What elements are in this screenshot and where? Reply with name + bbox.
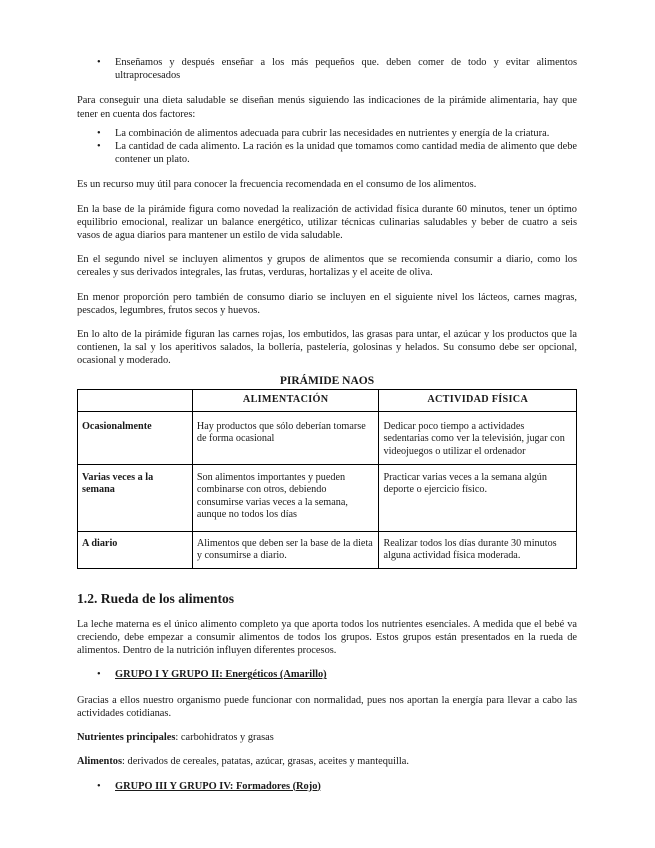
grupo3-title: GRUPO III Y GRUPO IV: Formadores (Rojo) <box>115 780 321 792</box>
cell-actividad: Dedicar poco tiempo a actividades sedentarias como ver la televisión, jugar con videojuegos o utilizar el ordenador <box>379 412 577 465</box>
paragraph-base: En la base de la pirámide figura como novedad la realización de actividad física durante 60 minutos, tener un óptimo equilibrio emocional, realizar un balance energético, utilizar técnicas culinarias saludables y beber de cuatro a seis vasos de agua diarios para mantener un estilo de vida saludable. <box>77 203 577 242</box>
list-item: • Enseñamos y después enseñar a los más pequeños que. deben comer de todo y evitar alimentos ultraprocesados <box>77 56 577 82</box>
list-item: • La combinación de alimentos adecuada para cubrir las necesidades en nutrientes y energía de la criatura. <box>77 127 577 140</box>
nutrientes-label: Nutrientes principales <box>77 732 176 744</box>
grupo1-title: GRUPO I Y GRUPO II: Energéticos (Amarillo) <box>115 669 327 681</box>
table-row <box>78 412 577 465</box>
table-header-actividad: ACTIVIDAD FÍSICA <box>379 389 577 411</box>
cell-alimentacion: Son alimentos importantes y pueden combinarse con otros, debiendo consumirse varias veces a la semana, aunque no todos los días <box>192 465 379 532</box>
nutrientes-line <box>77 731 577 744</box>
intro-bullet-list <box>77 56 577 82</box>
section-heading: 1.2. Rueda de los alimentos <box>77 590 235 606</box>
paragraph-factors: Para conseguir una dieta saludable se diseñan menús siguiendo las indicaciones de la pirámide alimentaria, hay que tener en cuenta dos factores: <box>77 95 577 120</box>
row-label: Ocasionalmente <box>78 412 193 465</box>
alimentos-value: : derivados de cereales, patatas, azúcar, grasas, aceites y mantequilla. <box>122 756 409 768</box>
alimentos-label: Alimentos <box>77 756 123 768</box>
cell-actividad: Practicar varias veces a la semana algún deporte o ejercicio físico. <box>379 465 577 532</box>
nutrientes-value: : carbohidratos y grasas <box>175 732 274 744</box>
paragraph-alto-piramide: En lo alto de la pirámide figuran las carnes rojas, los embutidos, las grasas para untar, el azúcar y los productos que la contienen, la sal y los aperitivos salados, la bollería, pastelería, golosinas y helados. Su consumo debe ser opcional, ocasional y moderado. <box>77 329 577 367</box>
table-header-row <box>78 389 577 411</box>
paragraph-segundo-nivel: En el segundo nivel se incluyen alimentos y grupos de alimentos que se recomienda consumir a diario, como los cereales y sus derivados integrales, las frutas, verduras, hortalizas y el aceite de oliva. <box>77 254 577 279</box>
factor-bullet-list <box>77 127 577 167</box>
paragraph-grupo1: Gracias a ellos nuestro organismo puede funcionar con normalidad, pues nos aportan la energía para llevar a cabo las actividades cotidianas. <box>77 694 577 719</box>
naos-pyramid-table <box>77 389 577 569</box>
row-label: Varias veces a la semana <box>78 465 193 532</box>
alimentos-line <box>77 755 577 768</box>
document-page <box>77 56 577 793</box>
grupo3-bullet-list <box>77 780 577 793</box>
table-row <box>78 465 577 532</box>
table-title: PIRÁMIDE NAOS <box>279 374 375 387</box>
cell-alimentacion: Alimentos que deben ser la base de la dieta y consumirse a diario. <box>192 532 379 569</box>
table-row <box>78 532 577 569</box>
paragraph-menor-proporcion: En menor proporción pero también de consumo diario se incluyen en el siguiente nivel los lácteos, carnes magras, pescados, legumbres, frutos secos y huevos. <box>77 291 577 316</box>
table-header-alimentacion: ALIMENTACIÓN <box>192 389 379 411</box>
cell-alimentacion: Hay productos que sólo deberían tomarse de forma ocasional <box>192 412 379 465</box>
paragraph-recurso: Es un recurso muy útil para conocer la frecuencia recomendada en el consumo de los alimentos. <box>77 179 477 191</box>
grupo1-bullet-list <box>77 668 577 681</box>
table-header-empty <box>78 389 193 411</box>
list-item <box>77 780 577 793</box>
paragraph-leche-materna: La leche materna es el único alimento completo ya que aporta todos los nutrientes esenciales. A medida que el bebé va creciendo, debe empezar a consumir alimentos de todos los grupos. Estos grupos están presentados en la rueda de alimentos. Dentro de la nutrición influyen diferentes procesos. <box>77 618 577 657</box>
row-label: A diario <box>78 532 193 569</box>
cell-actividad: Realizar todos los días durante 30 minutos alguna actividad física moderada. <box>379 532 577 569</box>
list-item <box>77 668 577 681</box>
list-item: • La cantidad de cada alimento. La ración es la unidad que tomamos como cantidad media de alimento que debe contener un plato. <box>77 140 577 166</box>
